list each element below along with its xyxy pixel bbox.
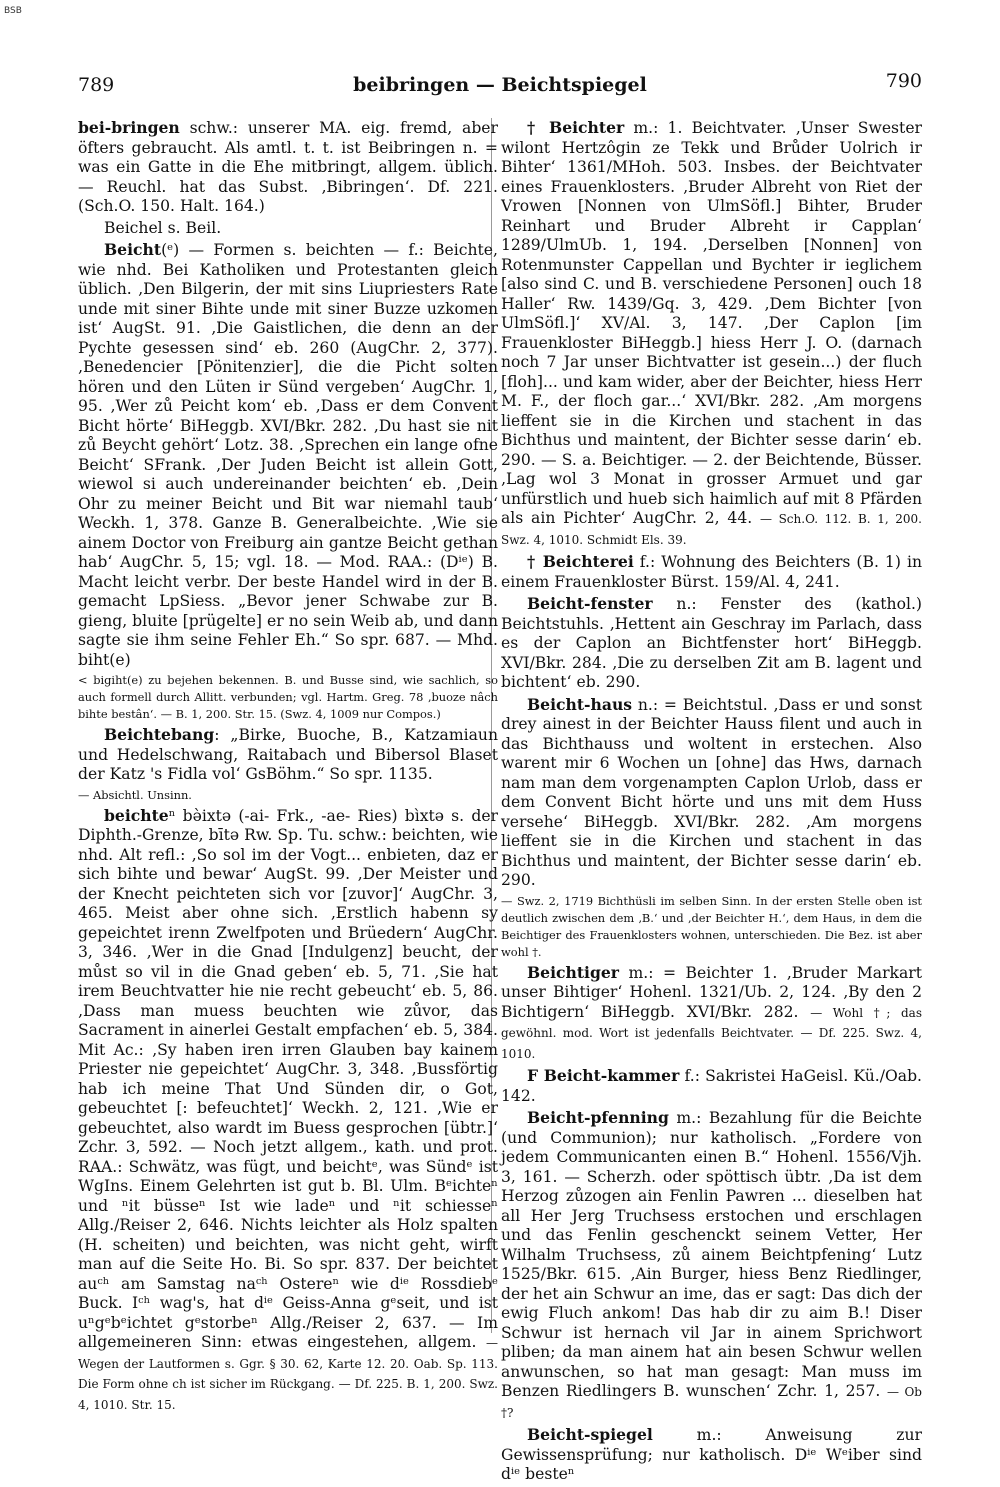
page-number-right: 790: [885, 70, 922, 92]
lemma: Beicht-haus: [527, 694, 633, 714]
lemma: Beicht-spiegel: [527, 1425, 653, 1444]
entry-beichter-note: — Sch.O. 112. B. 1, 200. Swz. 4, 1010. Schmidt Els. 39.: [501, 512, 922, 547]
running-title: beibringen — Beichtspiegel: [353, 74, 647, 96]
lemma: † Beichter: [527, 118, 625, 137]
entry-text: m.: 1. Beichtvater. ‚Unser Swester wilont Hertzôgin ze Tekk und Brůder Uolrich ir Bihter‘ 1361/MHoh. 503. Insbes. der Beichtvater eines Frauenklosters. ‚Bruder Albreht von Riet der Vrowen [Nonnen von UlmSöfl.] Bihter, Bruder Reinhart und Bruder Albreht ir Capplan‘ 1289/UlmUb. 1, 194. ‚Derselben [Nonnen] von Rotenmunster Cappellan und Bychter ir ieglichem [also sind C. und B. verschiedene Personen] ouch 18 Haller‘ Rw. 1439/Gq. 3, 429. ‚Dem Bichter [von UlmSöfl.]‘ XV/Al. 3, 147. ‚Der Caplon [im Frauenkloster BiHeggb.] hiess Herr J. O. (darnach noch 7 Jar unser Bichtvatter ist gesein...) der fluch [floh]... und kam wider, aber der Beichter, hiess Herr M. F., der floch gar...‘ XVI/Bkr. 282. ‚Am morgens lieffent sie in die Kirchen und stachent in das Bichthus und maintent, der Bichter sesse darin‘ eb. 290. — S. a. Beichtiger. — 2. der Beichtende, Büsser. ‚Lag wol 3 Monat in grosser Armuet und gar unfürstlich und hueb sich haimlich auf mit 8 Pfärden als ain Pichter‘ AugChr. 2, 44.: [501, 119, 923, 527]
entry-text: m.: = Beichter 1. ‚Bruder Markart unser Bihtiger‘ Hohenl. 1321/Ub. 2, 124. ‚By den 2 Bichtigern‘ BiHeggb. XVI/Bkr. 282.: [501, 963, 922, 1021]
entry-text: ⁿ bə̀ixtə (-ai- Frk., -ae- Ries) bìxtə s. der Diphth.-Grenze, bītə Rw. Sp. Tu. schw.: beichten, wie nhd. Alt refl.: ‚So sol im der Vogt... enbieten, daz er sich bihte und bewar‘ AugSt. 99. ‚Der Meister und der Knecht peichteten sich vor [zuvor]‘ AugChr. 3, 465. Meist aber ohne sich. ‚Erstlich habenn sy gepeichtet irenn Zwelfpoten und Brüedern‘ AugChr. 3, 346. ‚Wer in die Gnad [Indulgenz] beucht, der můst so vil in die Gnad geben‘ eb. 5, 71. ‚Sie hat irem Beuchtvatter hie nie recht gebeucht‘ eb. 5, 86. ‚Dass man muess beuchten wie zůvor, das Sacrament in ainerlei Gestalt empfachen‘ eb. 5, 384. Mit Ac.: ‚Sy haben iren irren Glauben bay kainem Priester nie gepeichtet‘ AugChr. 3, 348. ‚Bussförtig hab ich meine That Und Sünden dir, o Got, gebeuchtet [: befeuchtet]‘ Weckh. 2, 121. ‚Wie er gebeuchtet, also wardt im Buess gesprochen [übtr.]‘ Zchr. 3, 592. — Noch jetzt allgem., kath. und prot. RAA.: Schwätz, was fügt, und beichtᵉ, was Sündᵉ ist WgIns. Einem Gelehrten ist gut b. Bl. Ulm. Bᵉichteⁿ und ⁿit büsseⁿ Ist wie ladeⁿ und ⁿit schiesseⁿ Allg./Reiser 2, 646. Nichts leichter als Holz spalten (H. scheiten) und beichten, was nicht geht, wirft man auf die Seite Ho. Bi. So spr. 837. Der beichtet auᶜʰ am Samstag naᶜʰ Ostereⁿ wie dⁱᵉ Rossdiebᵉ Buck. Iᶜʰ wag's, hat dⁱᵉ Geiss-Anna gᵉseit, und ist uⁿgᵉbᵉichtet gᵉstorbeⁿ Allg./Reiser 2, 637. — Im allgemeineren Sinn: etwas eingestehen, allgem.: [78, 806, 498, 1351]
lemma: F Beicht-kammer: [527, 1066, 680, 1085]
entry-text: m.: Anweisung zur Gewissensprüfung; nur katholisch. Dⁱᵉ Wᵉiber sind dⁱᵉ besteⁿ: [501, 1426, 922, 1483]
lemma: beichte: [104, 805, 169, 825]
entry-beichter: [501, 118, 922, 550]
entry-beicht-kammer: [501, 1066, 922, 1106]
lemma: Beicht: [104, 240, 162, 259]
entry-beicht-pfenning-note: — Ob †?: [501, 1385, 922, 1420]
entry-beibringen: [78, 118, 498, 217]
entry-beichterei: [501, 552, 922, 592]
left-column: [78, 118, 498, 1417]
entry-beichtebang-note: — Absichtl. Unsinn.: [78, 787, 192, 802]
entry-text: Beichel s. Beil.: [104, 218, 222, 237]
right-column: [501, 118, 922, 1487]
entry-text: n.: Fenster des (kathol.) Beichtstuhls. ‚Hettent ain Geschray im Parlach, dass es der Caplon an Bichtfenster hort‘ BiHeggb. XVI/Bkr. 284. ‚Die zu derselben Zit am B. lagent und bichtent‘ eb. 290.: [501, 595, 922, 691]
library-mark: BSB: [4, 6, 22, 16]
entry-beicht-pfenning: [501, 1108, 922, 1423]
lemma: † Beichterei: [527, 552, 634, 571]
entry-text: f.: Wohnung des Beichters (B. 1) in einem Frauenkloster Bürst. 159/Al. 4, 241.: [501, 553, 922, 591]
entry-beicht-haus: [501, 695, 922, 891]
entry-text: f.: Sakristei HaGeisl. Kü./Oab. 142.: [501, 1067, 923, 1105]
entry-beichel: [78, 219, 498, 239]
entry-text: (ᵉ) — Formen s. beichten — f.: Beichte, wie nhd. Bei Katholiken und Protestanten gleich üblich. ‚Den Bilgerin, der mit sins Liupriesters Rate unde mit siner Bihte unde mit siner Buzze uzkomen ist‘ AugSt. 91. ‚Die Gaistlichen, die denn an der Pychte gesessen sind‘ eb. 260 (AugChr. 2, 377). ‚Benedencier [Pönitenzier], die die Picht solten hören und den Lüten ir Sünd vergeben‘ AugChr. 1, 95. ‚Wer zů Peicht kom‘ eb. ‚Dass er dem Convent Bicht hörte‘ BiHeggb. XVI/Bkr. 282. ‚Du hast sie nit zů Beycht gehört‘ Lotz. 38. ‚Sprechen ein lange ofne Beicht‘ SFrank. ‚Der Juden Beicht ist allein Gott, wiewol si auch undereinander beichten‘ eb. ‚Dein Ohr zu meiner Beicht und Bit war niemahl taub‘ Weckh. 1, 378. Ganze B. Generalbeichte. ‚Wie sie ainem Doctor von Freiburg ain gantze Beicht gethan hab‘ AugChr. 5, 15; vgl. 18. — Mod. RAA.: (Dⁱᵉ) B. Macht leicht verbr. Der beste Handel wird in der B. gemacht LpSiess. „Bevor jener Schwabe zur B. gieng, bluite [prügelte] er no sein Weib ab, und dann sagte sie ihm seine Fehler Eh.“ So spr. 687. — Mhd. biht(e): [78, 241, 498, 669]
entry-text: : „Birke, Buoche, B., Katzamiaun und Hedelschwang, Raitabach und Bibersol Blaset der Katz 's Fidla vol‘ GsBöhm.“ So spr. 1135.: [78, 726, 498, 783]
entry-beicht-haus-note: — Swz. 2, 1719 Bichthüsli im selben Sinn. In der ersten Stelle oben ist deutlich zwischen dem ‚B.‘ und ‚der Beichter H.‘, dem Haus, in dem die Beichtiger des Frauenklosters wohnen, unterschieden. Die Bez. ist aber wohl †.: [501, 893, 922, 959]
entry-beicht: [78, 240, 498, 670]
lemma: Beicht-fenster: [527, 594, 653, 613]
lemma: Beichtiger: [527, 962, 620, 982]
entry-beicht-note: < bigiht(e) zu bejehen bekennen. B. und Busse sind, wie sachlich, so auch formell durch Allitt. verbunden; vgl. Hartm. Greg. 78 ‚buoze nâch bihte bestân‘. — B. 1, 200. Str. 15. (Swz. 4, 1009 nur Compos.): [78, 673, 498, 721]
entry-beicht-fenster: [501, 594, 922, 693]
entry-beichtebang: [78, 725, 498, 785]
page-header: [78, 70, 922, 100]
page-number-left: 789: [78, 74, 115, 96]
entry-beicht-spiegel: [501, 1425, 922, 1485]
entry-beichtiger: [501, 963, 922, 1065]
entry-beichtiger-note: — Wohl †; das gewöhnl. mod. Wort ist jedenfalls Beichtvater. — Df. 225. Swz. 4, 1010.: [501, 1005, 922, 1061]
entry-beichten-note: — Wegen der Lautformen s. Ggr. § 30. 62, Karte 12. 20. Oab. Sp. 113. Die Form ohne ch ist sicher im Rückgang. — Df. 225. B. 1, 200. Swz. 4, 1010. Str. 15.: [78, 1336, 498, 1412]
entry-beichten: [78, 806, 498, 1416]
entry-text: m.: Bezahlung für die Beichte (und Communion); nur katholisch. „Fordere von jedem Communicanten einen B.“ Hohenl. 1556/Vjh. 3, 161. — Scherzh. oder spöttisch übtr. ‚Da ist dem Herzog zůzogen ain Fenlin Pawren ... dieselben hat all Her Jerg Truchsess erstochen und erschlagen und das Fenlin geschenckt seinem Vetter, Her Wilhalm Truchsess, zů ainem Beichtpfening‘ Lutz 1525/Bkr. 615. ‚Ain Burger, hiess Benz Riedlinger, der het ain Schwur an ime, das er sagt: Das dich der ewig Fluch ankom! Das hab dir zu aim B.! Diser Schwur ist hernach vil Jar in ainem Sprichwort pliben; da man ainem hat ain besen Schwur wellen anwunschen, so hat man gesagt: Man muss im Benzen Riedlingers B. wunschen‘ Zchr. 1, 257.: [501, 1109, 922, 1400]
entry-text: schw.: unserer MA. eig. fremd, aber öfters gebraucht. Als amtl. t. t. ist Beibringen n. = was ein Gatte in die Ehe mitbringt, allgem. üblich. — Reuchl. hat das Subst. ‚Bibringen‘. Df. 221. (Sch.O. 150. Halt. 164.): [78, 119, 498, 215]
lemma: Beicht-pfenning: [527, 1108, 669, 1127]
lemma: bei-bringen: [78, 118, 180, 137]
entry-text: n.: = Beichtstul. ‚Dass er und sonst drey ainest in der Beichter Hauss filent und auch in das Bichthauss und woltent in erstechen. Also warent mir 6 Wochen un [ohne] das Hws, darnach nam man dem vorgenampten Caplon Urlob, dass er dem Convent Bicht hörte und uns mit dem Huss versehe‘ BiHeggb. XVI/Bkr. 282. ‚Am morgens lieffent sie in die Kirchen und stachent in das Bichthus und maintent, der Bichter sesse darin‘ eb. 290.: [501, 695, 922, 889]
lemma: Beichtebang: [104, 725, 215, 744]
